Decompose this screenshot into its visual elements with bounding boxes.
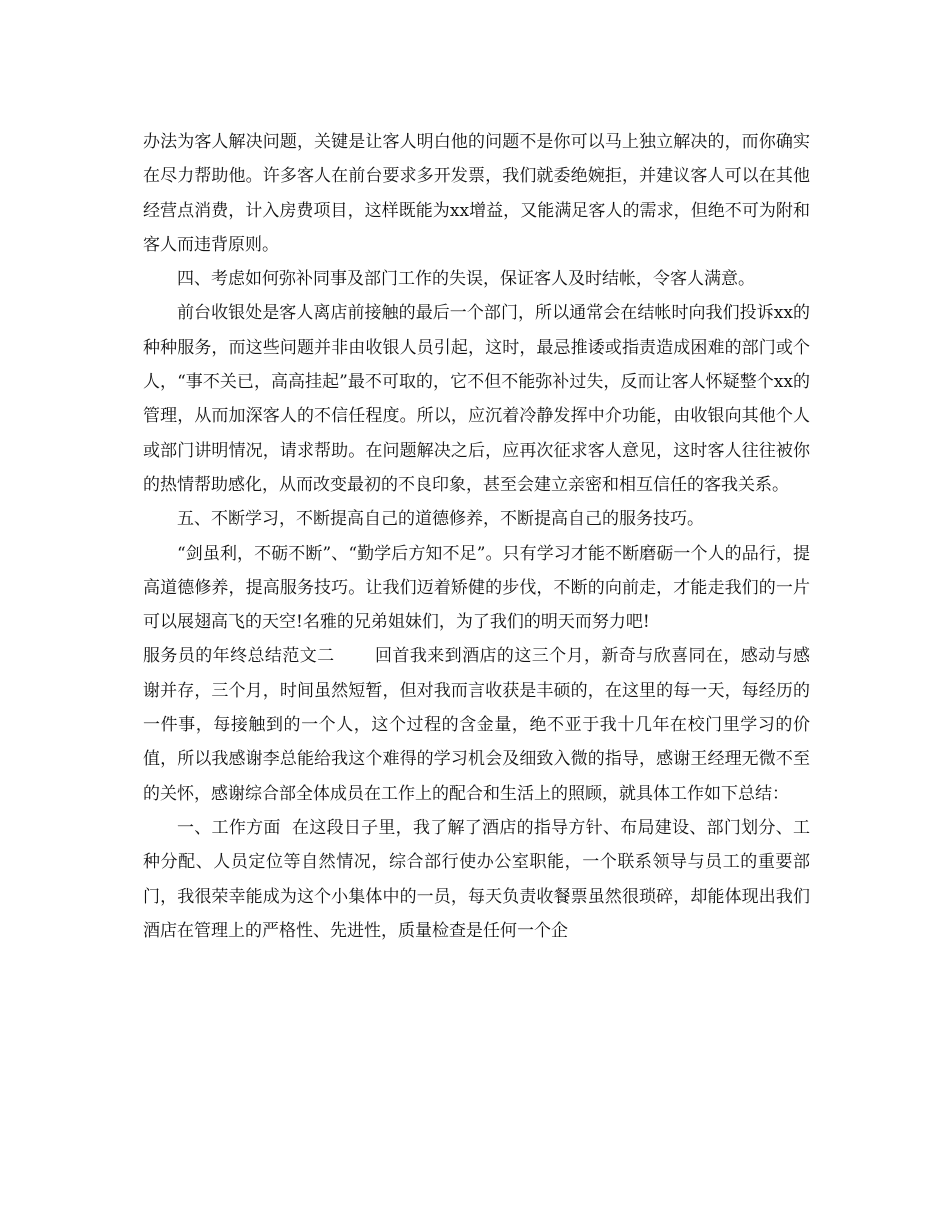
paragraph-2 [143, 262, 810, 296]
document-body [143, 125, 810, 948]
paragraph-4-text: 五、不断学习，不断提高自己的道德修养，不断提高自己的服务技巧。 [177, 509, 704, 530]
paragraph-1-text: 办法为客人解决问题，关键是让客人明白他的问题不是你可以马上独立解决的，而你确实在尽力帮助他。许多客人在前台要求多开发票，我们就委绝婉拒，并建议客人可以在其他经营点消费，计入房费项目，这样既能为xx增益，又能满足客人的需求，但绝不可为附和客人而违背原则。 [143, 132, 810, 255]
paragraph-4 [143, 502, 810, 536]
paragraph-6 [143, 639, 810, 810]
section-heading-2: 服务员的年终总结范文二 [143, 646, 335, 667]
paragraph-1 [143, 125, 810, 262]
subsection-heading-1: 一、工作方面 [177, 817, 281, 838]
paragraph-7-text: 在这段日子里，我了解了酒店的指导方针、布局建设、部门划分、工种分配、人员定位等自然情况，综合部行使办公室职能，一个联系领导与员工的重要部门，我很荣幸能成为这个小集体中的一员，每天负责收餐票虽然很琐碎，却能体现出我们酒店在管理上的严格性、先进性，质量检查是任何一个企 [143, 817, 810, 941]
paragraph-3 [143, 296, 810, 502]
paragraph-6-text: 回首我来到酒店的这三个月，新奇与欣喜同在，感动与感谢并存，三个月，时间虽然短暂，但对我而言收获是丰硕的，在这里的每一天，每经历的一件事，每接触到的一个人，这个过程的含金量，绝不亚于我十几年在校门里学习的价值，所以我感谢李总能给我这个难得的学习机会及细致入微的指导，感谢王经理无微不至的关怀，感谢综合部全体成员在工作上的配合和生活上的照顾，就具体工作如下总结： [143, 646, 811, 804]
paragraph-5-text: “剑虽利，不砺不断”、“勤学后方知不足”。只有学习才能不断磨砺一个人的品行，提高道德修养，提高服务技巧。让我们迈着矫健的步伐，不断的向前走，才能走我们的一片可以展翅高飞的天空!名雅的兄弟姐妹们，为了我们的明天而努力吧! [143, 543, 810, 633]
paragraph-5 [143, 537, 810, 640]
paragraph-7 [143, 811, 810, 948]
paragraph-3-text: 前台收银处是客人离店前接触的最后一个部门，所以通常会在结帐时向我们投诉xx的种种服务，而这些问题并非由收银人员引起，这时，最忌推诿或指责造成困难的部门或个人，“事不关已，高高挂起”最不可取的，它不但不能弥补过失，反而让客人怀疑整个xx的管理，从而加深客人的不信任程度。所以，应沉着冷静发挥中介功能，由收银向其他个人或部门讲明情况，请求帮助。在问题解决之后，应再次征求客人意见，这时客人往往被你的热情帮助感化，从而改变最初的不良印象，甚至会建立亲密和相互信任的客我关系。 [143, 303, 810, 495]
paragraph-2-text: 四、考虑如何弥补同事及部门工作的失误，保证客人及时结帐，令客人满意。 [177, 269, 755, 290]
